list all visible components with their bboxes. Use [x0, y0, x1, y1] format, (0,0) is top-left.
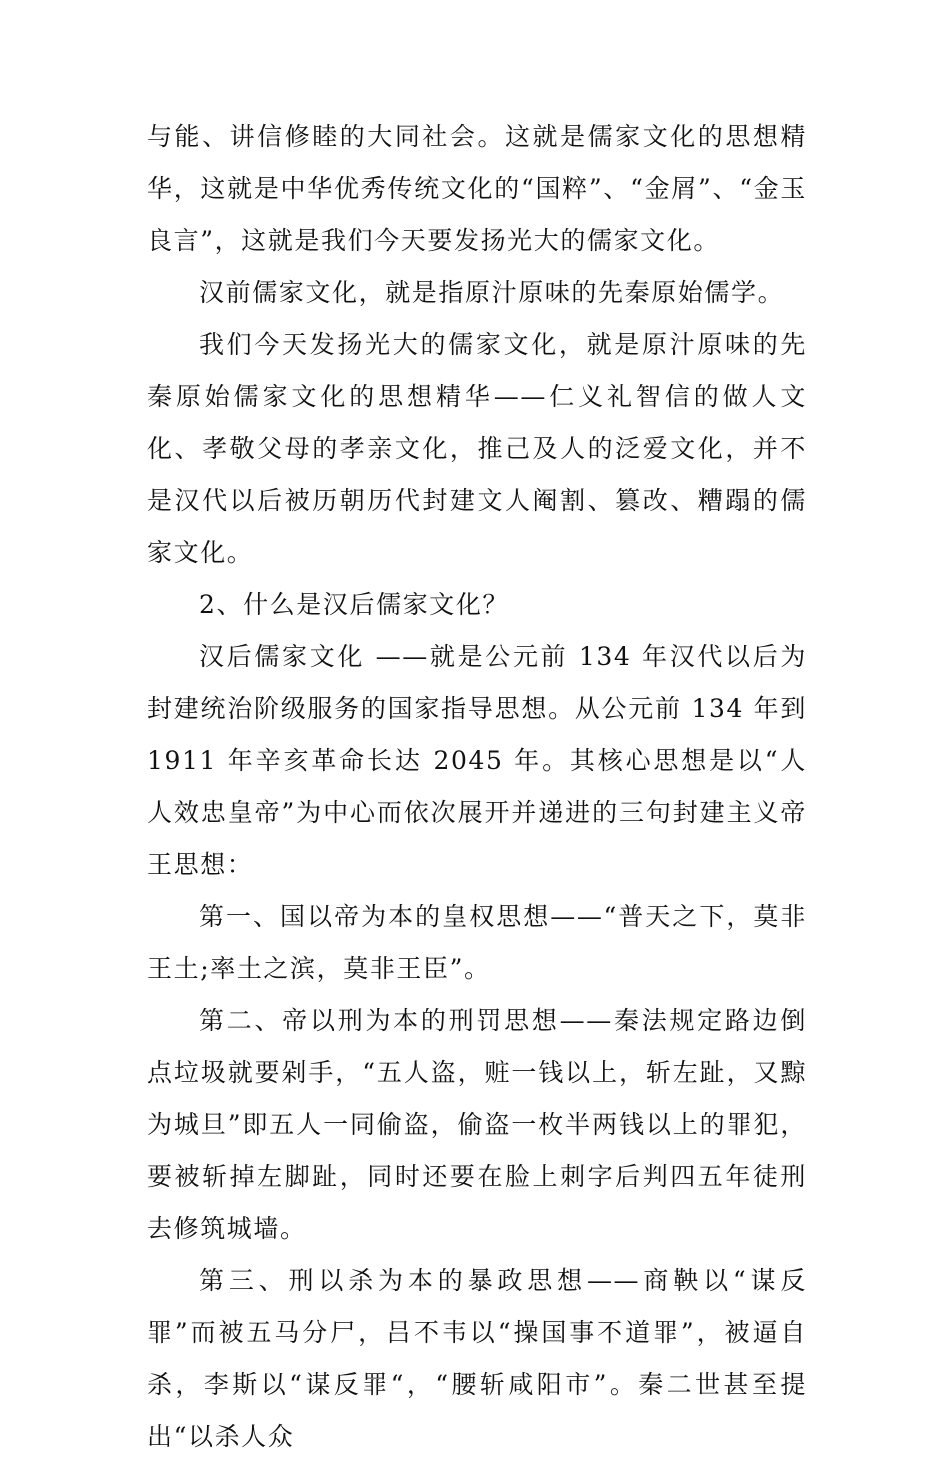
paragraph-2: 汉前儒家文化，就是指原汁原味的先秦原始儒学。 — [199, 278, 785, 307]
paragraph-1: 与能、讲信修睦的大同社会。这就是儒家文化的思想精华，这就是中华优秀传统文化的“国粹”、“金屑”、“金玉良言”，这就是我们今天要发扬光大的儒家文化。 — [147, 122, 807, 255]
paragraph-6: 第一、国以帝为本的皇权思想——“普天之下，莫非王土;率土之滨，莫非王臣”。 — [147, 902, 807, 983]
paragraph-5: 汉后儒家文化 ——就是公元前 134 年汉代以后为封建统治阶级服务的国家指导思想。从公元前 134 年到 1911 年辛亥革命长达 2045 年。其核心思想是以“人人效忠皇帝”为中心而依次展开并递进的三句封建主义帝王思想： — [147, 642, 807, 879]
paragraph-8: 第三、刑以杀为本的暴政思想——商鞅以“谋反罪”而被五马分尸，吕不韦以“操国事不道罪”，被逼自杀，李斯以“谋反罪“，“腰斩咸阳市”。秦二世甚至提出“以杀人众 — [147, 1266, 807, 1451]
paragraph-7: 第二、帝以刑为本的刑罚思想——秦法规定路边倒点垃圾就要剁手，“五人盗，赃一钱以上，斩左趾，又黥为城旦”即五人一同偷盗，偷盗一枚半两钱以上的罪犯，要被斩掉左脚趾，同时还要在脸上刺字后判四五年徒刑去修筑城墙。 — [147, 1006, 807, 1243]
document-body — [147, 111, 807, 1463]
section-heading: 2、什么是汉后儒家文化？ — [199, 590, 510, 619]
paragraph-3: 我们今天发扬光大的儒家文化，就是原汁原味的先秦原始儒家文化的思想精华——仁义礼智信的做人文化、孝敬父母的孝亲文化，推己及人的泛爱文化，并不是汉代以后被历朝历代封建文人阉割、篡改、糟蹋的儒家文化。 — [147, 330, 807, 567]
